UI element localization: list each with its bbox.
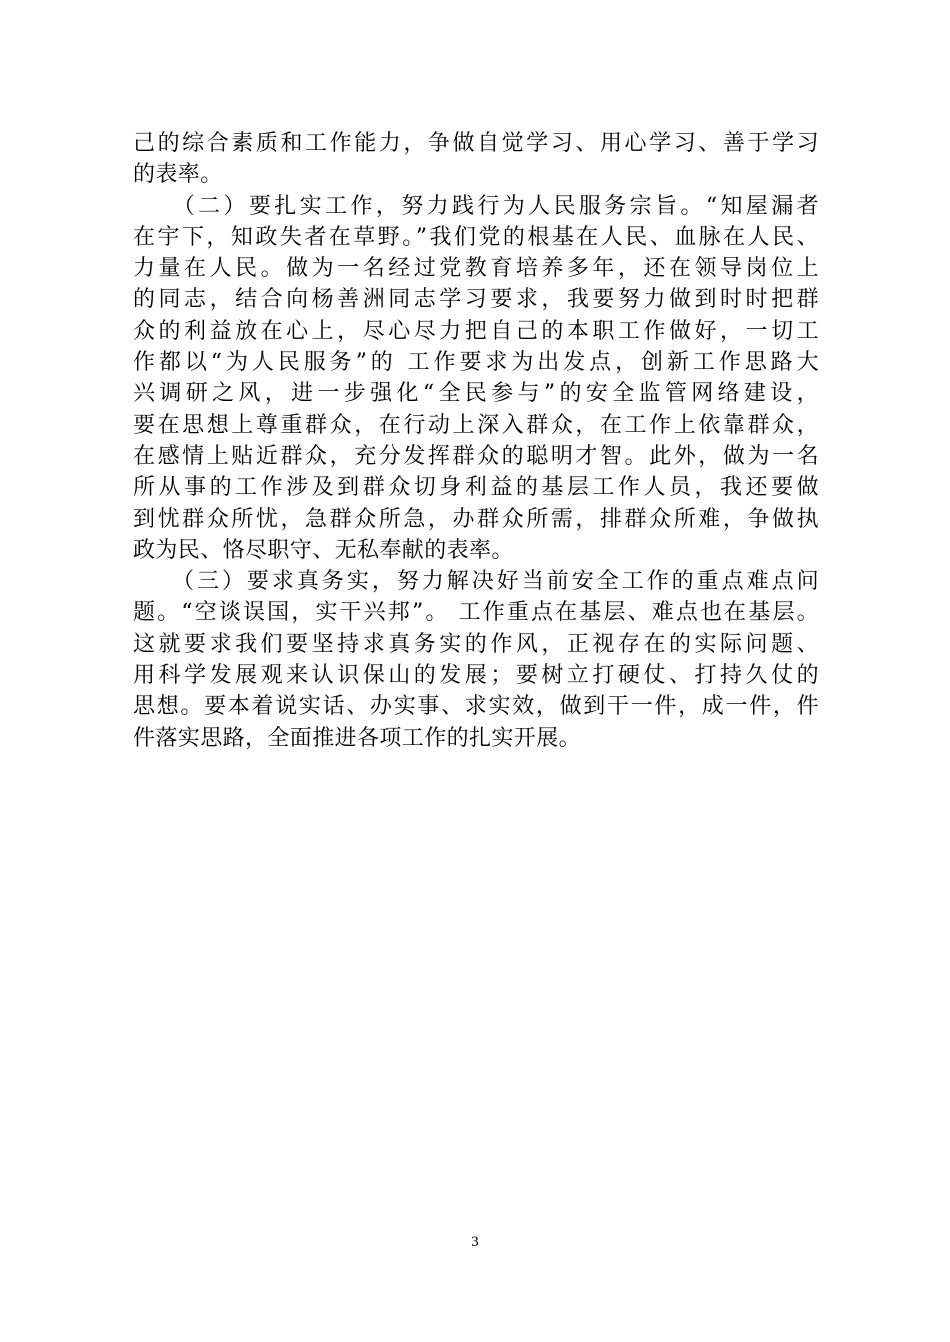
text-line: 众的利益放在心上，尽心尽力把自己的本职工作做好，一切工 [133,318,819,344]
text-line: 件落实思路，全面推进各项工作的扎实开展。 [133,725,582,751]
text-line: 兴调研之风，进一步强化“全民参与”的安全监管网络建设， [133,381,819,407]
text-line: （二）要扎实工作，努力践行为人民服务宗旨。“知屋漏者 [133,193,819,219]
text-line: 政为民、恪尽职守、无私奉献的表率。 [133,537,514,563]
text-line: 用科学发展观来认识保山的发展；要树立打硬仗、打持久仗的 [133,663,819,689]
text-line: 力量在人民。做为一名经过党教育培养多年，还在领导岗位上 [133,256,819,282]
text-line: 思想。要本着说实话、办实事、求实效，做到干一件，成一件，件 [133,694,819,720]
text-line: 题。“空谈误国，实干兴邦”。 工作重点在基层、难点也在基层。 [133,600,819,626]
body-text [133,128,819,754]
text-line: 的表率。 [133,162,223,188]
page-number: 3 [471,1234,479,1250]
text-line: 作都以“为人民服务”的 工作要求为出发点，创新工作思路大 [133,350,819,376]
text-line: 在感情上贴近群众，充分发挥群众的聪明才智。此外，做为一名 [133,443,819,469]
text-line: 要在思想上尊重群众，在行动上深入群众，在工作上依靠群众， [133,412,819,438]
text-line: 这就要求我们要坚持求真务实的作风，正视存在的实际问题、 [133,631,819,657]
text-line: 所从事的工作涉及到群众切身利益的基层工作人员，我还要做 [133,475,819,501]
text-line: 己的综合素质和工作能力，争做自觉学习、用心学习、善于学习 [133,131,819,156]
text-line: 的同志，结合向杨善洲同志学习要求，我要努力做到时时把群 [133,287,819,313]
text-line: 在宇下，知政失者在草野。”我们党的根基在人民、血脉在人民、 [133,224,819,250]
text-line: （三）要求真务实，努力解决好当前安全工作的重点难点问 [133,569,819,595]
text-line: 到忧群众所忧，急群众所急，办群众所需，排群众所难，争做执 [133,506,819,532]
